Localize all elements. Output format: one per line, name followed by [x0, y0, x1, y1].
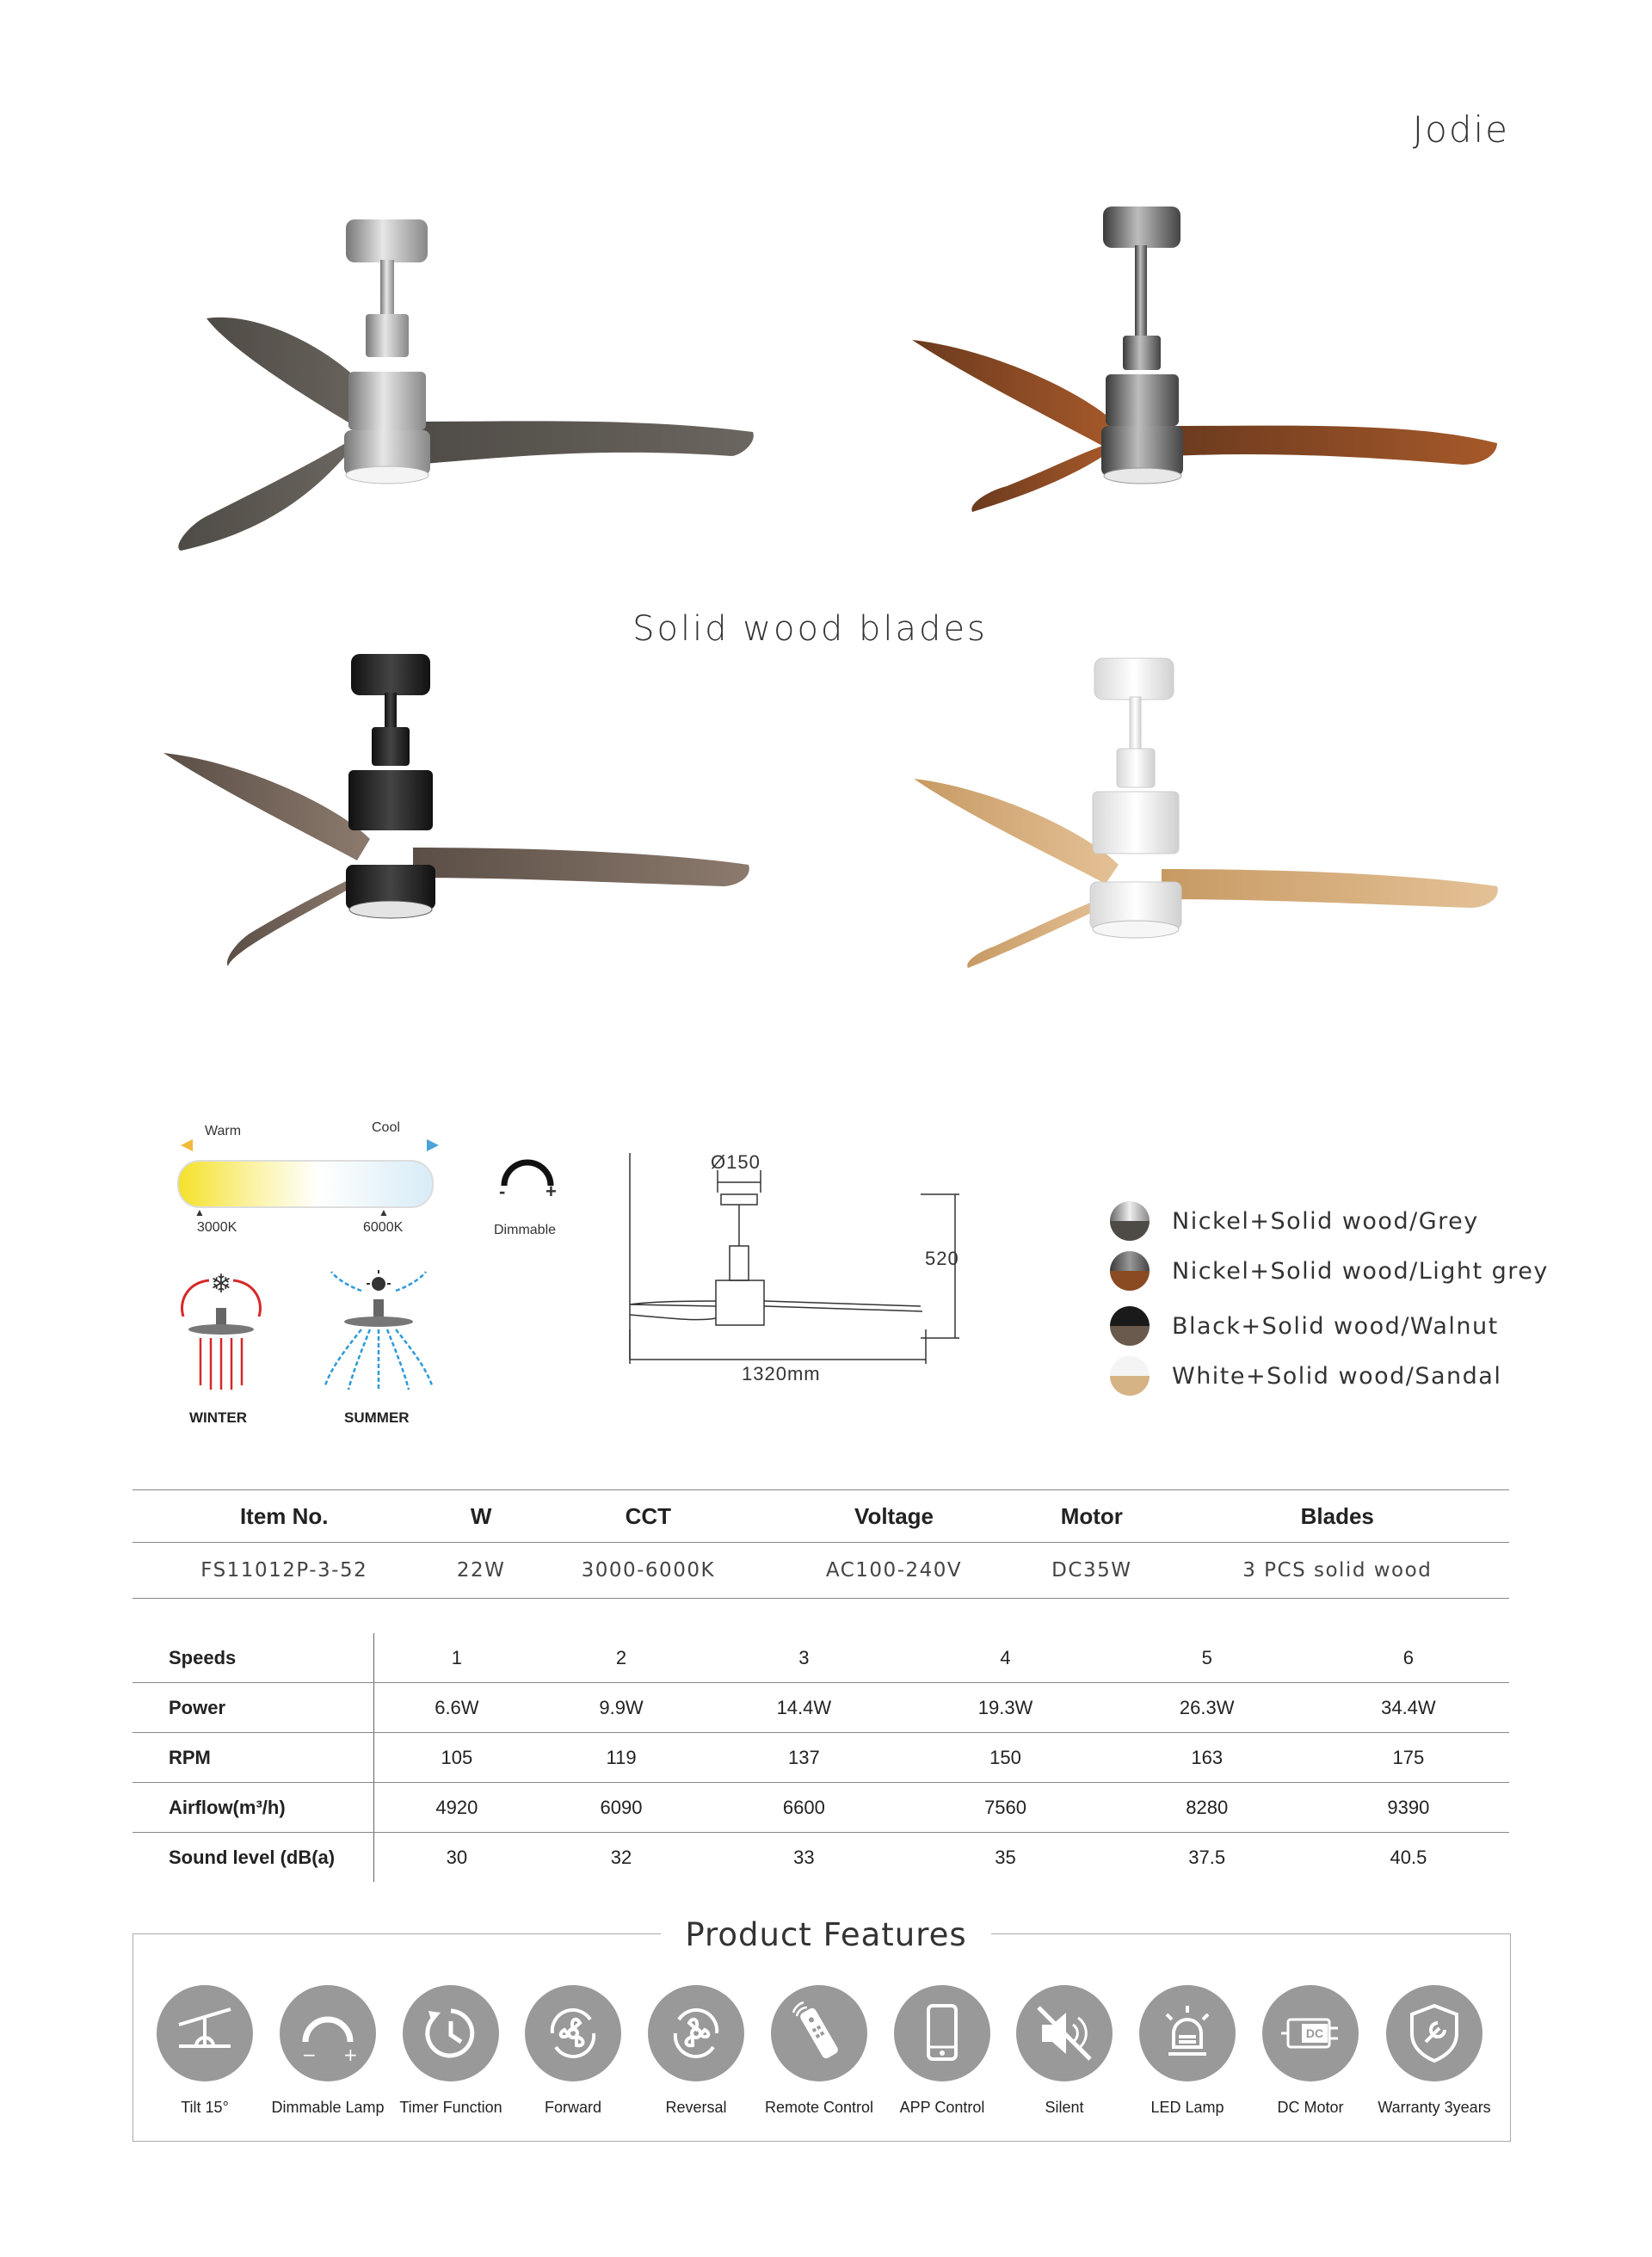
cool-label: Cool	[372, 1120, 400, 1135]
dimmable-icon	[293, 1999, 362, 2068]
table-cell: 32	[610, 1846, 632, 1868]
table-cell: 5	[1106, 1633, 1308, 1683]
feature-label: DC Motor	[1277, 2099, 1344, 2116]
feature-app	[878, 1985, 1007, 2117]
table-cell: 6600	[703, 1783, 904, 1833]
table-cell: 19.3W	[904, 1683, 1106, 1733]
remote-icon	[785, 1999, 854, 2068]
spec-header: Item No.	[133, 1490, 435, 1543]
feature-label: Timer Function	[399, 2099, 502, 2116]
table-cell: 175	[1308, 1733, 1509, 1783]
table-cell: 163	[1106, 1733, 1308, 1783]
spec-cell: AC100-240V	[770, 1543, 1018, 1599]
row-header: Power	[133, 1683, 374, 1733]
spec-header: W	[435, 1490, 526, 1543]
feature-silent	[1000, 1985, 1129, 2117]
table-cell: 9.9W	[539, 1683, 704, 1733]
table-row	[133, 1633, 1509, 1683]
winter-airflow-icon	[168, 1265, 275, 1394]
finish-option	[1110, 1354, 1501, 1397]
table-cell: 105	[374, 1733, 539, 1783]
summer-label: SUMMER	[344, 1409, 410, 1426]
spec-value-row	[133, 1543, 1509, 1599]
table-cell: 6.6W	[374, 1683, 539, 1733]
feature-forward	[509, 1985, 638, 2117]
table-cell: 4920	[374, 1783, 539, 1833]
finish-swatch	[1110, 1201, 1150, 1241]
led-icon	[1153, 1999, 1222, 2068]
spec-cell: DC35W	[1018, 1543, 1165, 1599]
winter-label: WINTER	[189, 1409, 248, 1426]
feature-label: Silent	[1045, 2099, 1084, 2116]
span-label: 1320mm	[742, 1363, 821, 1384]
table-cell: 1	[374, 1633, 539, 1683]
summer-airflow-icon	[318, 1265, 439, 1394]
table-cell: 35	[995, 1846, 1016, 1868]
feature-label: Reversal	[665, 2099, 727, 2116]
feature-label: Dimmable Lamp	[271, 2099, 385, 2116]
finish-swatch	[1110, 1306, 1150, 1346]
spec-header: Motor	[1018, 1490, 1165, 1543]
table-cell: 34.4W	[1308, 1683, 1509, 1733]
feature-timer	[386, 1985, 515, 2117]
page-title: Jodie	[1412, 108, 1509, 151]
table-cell: 3	[703, 1633, 904, 1683]
table-cell: 37.5	[1188, 1846, 1226, 1868]
feature-reversal	[632, 1985, 761, 2117]
table-cell: 8280	[1106, 1783, 1308, 1833]
feature-label: LED Lamp	[1150, 2099, 1224, 2116]
spec-cell: FS11012P-3-52	[133, 1543, 435, 1599]
table-cell: 4	[904, 1633, 1106, 1683]
finish-option	[1110, 1304, 1499, 1347]
cct-6000k-label: 6000K	[363, 1220, 404, 1235]
table-cell: 9390	[1308, 1783, 1509, 1833]
fan-black-wood-image	[155, 641, 774, 985]
features-title: Product Features	[661, 1916, 990, 1953]
table-cell: 6	[1308, 1633, 1509, 1683]
feature-label: Remote Control	[764, 2099, 874, 2116]
spec-cell: 3000-6000K	[527, 1543, 770, 1599]
table-cell: 30	[446, 1846, 468, 1868]
table-cell: 7560	[904, 1783, 1106, 1833]
feature-remote	[755, 1985, 884, 2117]
spec-header: CCT	[527, 1490, 770, 1543]
timer-icon	[416, 1999, 485, 2068]
table-cell: 14.4W	[703, 1683, 904, 1733]
section-subtitle: Solid wood blades	[632, 609, 988, 649]
fan-white-sandal-image	[895, 650, 1514, 994]
finish-option	[1110, 1249, 1549, 1292]
feature-warranty	[1370, 1985, 1499, 2117]
feature-label: Tilt 15°	[181, 2099, 229, 2116]
table-cell: 26.3W	[1106, 1683, 1308, 1733]
spec-header: Voltage	[770, 1490, 1018, 1543]
table-row	[133, 1683, 1509, 1733]
phone-icon	[908, 1999, 977, 2068]
spec-cell: 22W	[435, 1543, 526, 1599]
spec-header: Blades	[1166, 1490, 1510, 1543]
table-row	[133, 1733, 1509, 1783]
table-row	[133, 1833, 1509, 1883]
table-cell: 2	[539, 1633, 704, 1683]
finish-label: White+Solid wood/Sandal	[1172, 1362, 1502, 1390]
table-cell: 40.5	[1390, 1846, 1427, 1868]
feature-label: Forward	[544, 2099, 601, 2116]
svg-text:❄: ❄	[210, 1269, 232, 1299]
finish-label: Nickel+Solid wood/Grey	[1172, 1207, 1479, 1235]
finish-swatch	[1110, 1356, 1150, 1396]
feature-label: Warranty 3years	[1378, 2099, 1491, 2116]
svg-text:DC: DC	[1305, 2026, 1324, 2040]
height-label: 520	[925, 1248, 959, 1269]
finish-option	[1110, 1199, 1479, 1243]
dc-motor-icon	[1276, 1999, 1345, 2068]
tilt-icon	[170, 1999, 239, 2068]
fan-nickel-walnut-image	[895, 194, 1514, 538]
finish-swatch	[1110, 1251, 1150, 1291]
table-cell: 33	[793, 1846, 815, 1868]
spec-table	[133, 1489, 1509, 1599]
speeds-table	[133, 1633, 1509, 1882]
feature-label: APP Control	[899, 2099, 985, 2116]
feature-dimmable	[263, 1985, 392, 2117]
diameter-label: Ø150	[711, 1151, 761, 1173]
table-cell: 137	[703, 1733, 904, 1783]
table-row	[133, 1783, 1509, 1833]
svg-text:+: +	[343, 2044, 358, 2065]
finish-label: Black+Solid wood/Walnut	[1172, 1312, 1499, 1340]
cct-3000k-label: 3000K	[197, 1220, 237, 1235]
warm-label: Warm	[205, 1124, 242, 1138]
feature-led	[1123, 1985, 1252, 2117]
table-cell: 6090	[539, 1783, 704, 1833]
reversal-icon	[662, 1999, 730, 2068]
warm-cool-arrow-icon	[181, 1134, 439, 1156]
row-header: Speeds	[133, 1633, 374, 1683]
forward-icon	[539, 1999, 607, 2068]
row-header: RPM	[133, 1733, 374, 1783]
dimmable-label: Dimmable	[494, 1223, 557, 1237]
row-header: Sound level (dB(a)	[133, 1833, 374, 1883]
warranty-icon	[1400, 1999, 1469, 2068]
row-header: Airflow(m³/h)	[133, 1783, 374, 1833]
feature-tilt	[140, 1985, 269, 2117]
mute-icon	[1030, 1999, 1099, 2068]
table-cell: 119	[539, 1733, 704, 1783]
spec-header-row	[133, 1490, 1509, 1543]
cct-gradient-bar	[177, 1160, 434, 1208]
fan-nickel-grey-image	[155, 207, 774, 568]
feature-dc-motor	[1246, 1985, 1375, 2117]
svg-text:−: −	[302, 2044, 317, 2065]
spec-cell: 3 PCS solid wood	[1166, 1543, 1510, 1599]
finish-label: Nickel+Solid wood/Light grey	[1172, 1257, 1549, 1285]
table-cell: 150	[904, 1733, 1106, 1783]
